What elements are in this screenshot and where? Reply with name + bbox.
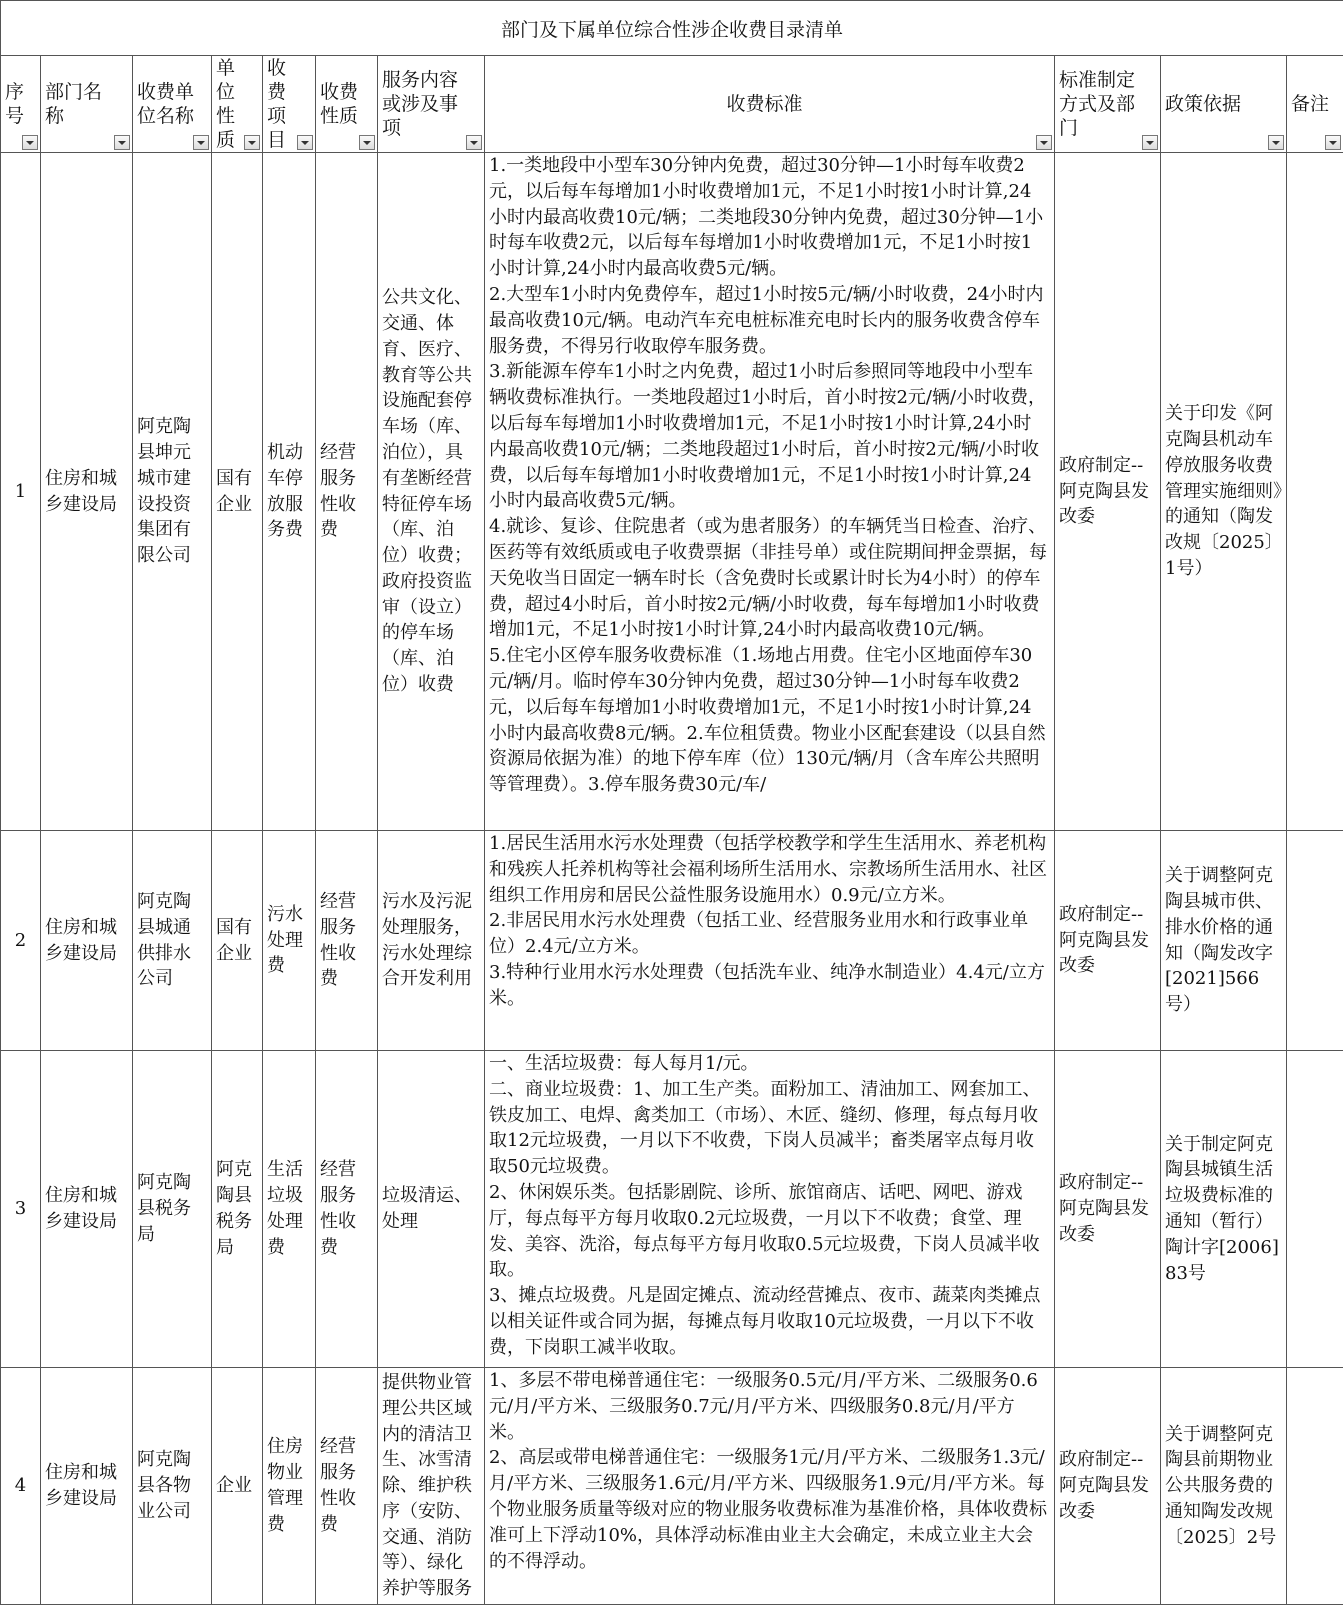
header-basis: 政策依据	[1161, 56, 1287, 153]
cell-dept[interactable]: 住房和城乡建设局	[41, 1051, 133, 1368]
filter-dropdown-icon[interactable]	[1142, 135, 1158, 150]
cell-dept[interactable]: 住房和城乡建设局	[41, 153, 133, 831]
header-service: 服务内容或涉及事项	[378, 56, 485, 153]
cell-basis[interactable]: 关于印发《阿克陶县机动车停放服务收费管理实施细则》的通知（陶发改规〔2025〕1号）	[1161, 153, 1287, 831]
cell-remark[interactable]	[1287, 1368, 1343, 1605]
header-remark: 备注	[1287, 56, 1343, 153]
cell-seq[interactable]: 2	[1, 831, 41, 1051]
cell-remark[interactable]	[1287, 153, 1343, 831]
cell-unit[interactable]: 阿克陶县税务局	[133, 1051, 212, 1368]
cell-feetype[interactable]: 经营服务性收费	[316, 1051, 378, 1368]
cell-seq[interactable]: 3	[1, 1051, 41, 1368]
header-unit: 收费单位名称	[133, 56, 212, 153]
filter-dropdown-icon[interactable]	[1036, 135, 1052, 150]
cell-nature[interactable]: 阿克陶县税务局	[212, 1051, 263, 1368]
table-row	[1, 1368, 1343, 1605]
cell-service[interactable]: 公共文化、交通、体育、医疗、教育等公共设施配套停车场（库、泊位），具有垄断经营特征停车场（库、泊位）收费；政府投资监审（设立）的停车场（库、泊位）收费	[378, 153, 485, 831]
cell-standard[interactable]: 1.一类地段中小型车30分钟内免费，超过30分钟—1小时每车收费2元，以后每车每增加1小时收费增加1元，不足1小时按1小时计算,24小时内最高收费10元/辆；二类地段30分钟内免费，超过30分钟—1小时每车收费2元，以后每车每增加1小时收费增加1元，不足1小时按1小时计算,24小时内最高收费5元/辆。 2.大型车1小时内免费停车，超过1小时按5元/辆/小时收费，24小时内最高收费10元/辆。电动汽车充电桩标准充电时长内的服务收费含停车服务费，不得另行收取停车服务费。 3.新能源车停车1小时之内免费，超过1小时后参照同等地段中小型车辆收费标准执行。一类地段超过1小时后，首小时按2元/辆/小时收费，以后每车每增加1小时收费增加1元，不足1小时按1小时计算,24小时内最高收费10元/辆；二类地段超过1小时后，首小时按2元/辆/小时收费，以后每车每增加1小时收费增加1元，不足1小时按1小时计算,24小时内最高收费5元/辆。 4.就诊、复诊、住院患者（或为患者服务）的车辆凭当日检查、治疗、医药等有效纸质或电子收费票据（非挂号单）或住院期间押金票据，每天免收当日固定一辆车时长（含免费时长或累计时长为4小时）的停车费，超过4小时后，首小时按2元/辆/小时收费，每车每增加1小时收费增加1元，不足1小时按1小时计算,24小时内最高收费10元/辆。 5.住宅小区停车服务收费标准（1.场地占用费。住宅小区地面停车30元/辆/月。临时停车30分钟内免费，超过30分钟—1小时每车收费2元，以后每车每增加1小时收费增加1元，不足1小时按1小时计算,24小时内最高收费8元/辆。2.车位租赁费。物业小区配套建设（以县自然资源局依据为准）的地下停车库（位）130元/辆/月（含车库公共照明等管理费）。3.停车服务费30元/车/	[485, 153, 1055, 831]
table-row	[1, 1051, 1343, 1368]
header-item: 收费项目	[263, 56, 316, 153]
cell-remark[interactable]	[1287, 1051, 1343, 1368]
cell-standard[interactable]: 一、生活垃圾费：每人每月1/元。 二、商业垃圾费：1、加工生产类。面粉加工、清油加工、网套加工、铁皮加工、电焊、禽类加工（市场）、木匠、缝纫、修理，每点每月收取12元垃圾费，一月以下不收费，下岗人员减半；畜类屠宰点每月收取50元垃圾费。 2、休闲娱乐类。包括影剧院、诊所、旅馆商店、话吧、网吧、游戏厅，每点每平方每月收取0.2元垃圾费，一月以下不收费；食堂、理发、美容、洗浴，每点每平方每月收取0.5元垃圾费，下岗人员减半收取。 3、摊点垃圾费。凡是固定摊点、流动经营摊点、夜市、蔬菜肉类摊点以相关证件或合同为据，每摊点每月收取10元垃圾费，一月以下不收费，下岗职工减半收取。	[485, 1051, 1055, 1368]
filter-dropdown-icon[interactable]	[297, 135, 313, 150]
cell-feetype[interactable]: 经营服务性收费	[316, 1368, 378, 1605]
cell-seq[interactable]: 1	[1, 153, 41, 831]
cell-dept[interactable]: 住房和城乡建设局	[41, 1368, 133, 1605]
cell-standard[interactable]: 1、多层不带电梯普通住宅：一级服务0.5元/月/平方米、二级服务0.6元/月/平方米、三级服务0.7元/月/平方米、四级服务0.8元/月/平方米。 2、高层或带电梯普通住宅：一级服务1元/月/平方米、二级服务1.3元/月/平方米、三级服务1.6元/月/平方米、四级服务1.9元/月/平方米。每个物业服务质量等级对应的物业服务收费标准为基准价格，具体收费标准可上下浮动10%，具体浮动标准由业主大会确定，未成立业主大会的不得浮动。	[485, 1368, 1055, 1605]
cell-basis[interactable]: 关于调整阿克陶县城市供、排水价格的通知（陶发改字[2021]566号）	[1161, 831, 1287, 1051]
cell-remark[interactable]	[1287, 831, 1343, 1051]
cell-method[interactable]: 政府制定--阿克陶县发改委	[1055, 831, 1161, 1051]
cell-item[interactable]: 生活垃圾处理费	[263, 1051, 316, 1368]
header-seq: 序号	[1, 56, 41, 153]
cell-nature[interactable]: 国有企业	[212, 153, 263, 831]
sheet-title: 部门及下属单位综合性涉企收费目录清单	[1, 1, 1343, 56]
cell-method[interactable]: 政府制定--阿克陶县发改委	[1055, 1051, 1161, 1368]
cell-basis[interactable]: 关于调整阿克陶县前期物业公共服务费的通知陶发改规〔2025〕2号	[1161, 1368, 1287, 1605]
filter-dropdown-icon[interactable]	[1268, 135, 1284, 150]
cell-service[interactable]: 污水及污泥处理服务，污水处理综合开发利用	[378, 831, 485, 1051]
cell-dept[interactable]: 住房和城乡建设局	[41, 831, 133, 1051]
header-nature: 单位性质	[212, 56, 263, 153]
cell-unit[interactable]: 阿克陶县坤元城市建设投资集团有限公司	[133, 153, 212, 831]
cell-item[interactable]: 机动车停放服务费	[263, 153, 316, 831]
cell-feetype[interactable]: 经营服务性收费	[316, 153, 378, 831]
cell-item[interactable]: 污水处理费	[263, 831, 316, 1051]
cell-nature[interactable]: 国有企业	[212, 831, 263, 1051]
header-dept: 部门名称	[41, 56, 133, 153]
cell-standard[interactable]: 1.居民生活用水污水处理费（包括学校教学和学生生活用水、养老机构和残疾人托养机构等社会福利场所生活用水、宗教场所生活用水、社区组织工作用房和居民公益性服务设施用水）0.9元/立方米。 2.非居民用水污水处理费（包括工业、经营服务业用水和行政事业单位）2.4元/立方米。 3.特种行业用水污水处理费（包括洗车业、纯净水制造业）4.4元/立方米。	[485, 831, 1055, 1051]
cell-basis[interactable]: 关于制定阿克陶县城镇生活垃圾费标准的通知（暂行）陶计字[2006]83号	[1161, 1051, 1287, 1368]
cell-nature[interactable]: 企业	[212, 1368, 263, 1605]
cell-service[interactable]: 提供物业管理公共区域内的清洁卫生、冰雪清除、维护秩序（安防、交通、消防等）、绿化养护等服务	[378, 1368, 485, 1605]
table-row	[1, 831, 1343, 1051]
filter-dropdown-icon[interactable]	[359, 135, 375, 150]
cell-seq[interactable]: 4	[1, 1368, 41, 1605]
filter-dropdown-icon[interactable]	[1325, 135, 1341, 150]
cell-feetype[interactable]: 经营服务性收费	[316, 831, 378, 1051]
filter-dropdown-icon[interactable]	[244, 135, 260, 150]
filter-dropdown-icon[interactable]	[193, 135, 209, 150]
table-row	[1, 153, 1343, 831]
filter-dropdown-icon[interactable]	[22, 135, 38, 150]
filter-dropdown-icon[interactable]	[114, 135, 130, 150]
filter-dropdown-icon[interactable]	[466, 135, 482, 150]
cell-method[interactable]: 政府制定--阿克陶县发改委	[1055, 153, 1161, 831]
header-feetype: 收费性质	[316, 56, 378, 153]
header-method: 标准制定方式及部门	[1055, 56, 1161, 153]
cell-item[interactable]: 住房物业管理费	[263, 1368, 316, 1605]
header-row	[1, 56, 1343, 153]
cell-service[interactable]: 垃圾清运、处理	[378, 1051, 485, 1368]
header-standard: 收费标准	[485, 56, 1055, 153]
cell-unit[interactable]: 阿克陶县城通供排水公司	[133, 831, 212, 1051]
cell-unit[interactable]: 阿克陶县各物业公司	[133, 1368, 212, 1605]
cell-method[interactable]: 政府制定--阿克陶县发改委	[1055, 1368, 1161, 1605]
